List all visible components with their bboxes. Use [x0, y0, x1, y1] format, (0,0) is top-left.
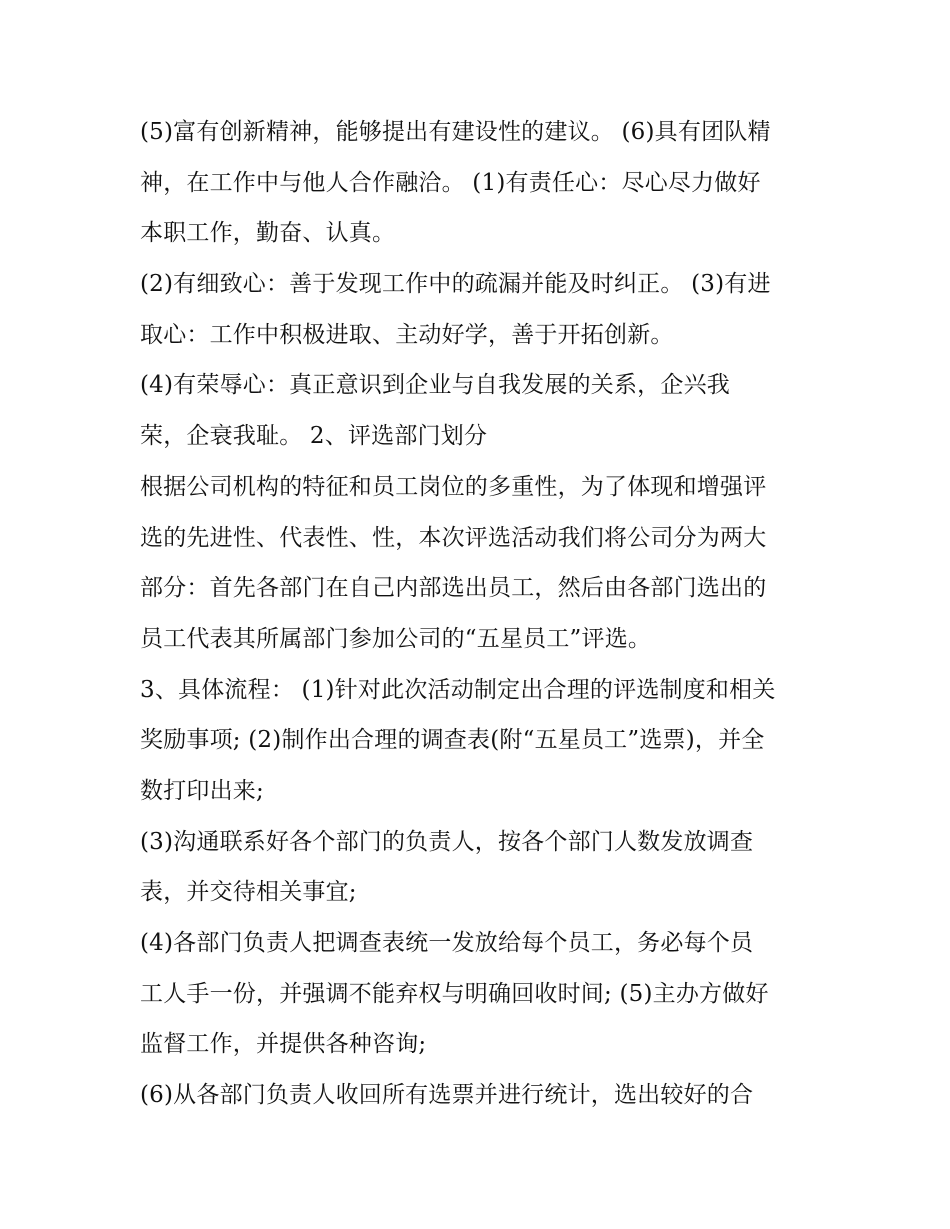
text-line: 表，并交待相关事宜;: [140, 879, 357, 906]
text-line: (4)各部门负责人把调查表统一发放给每个员工，务必每个员: [140, 930, 754, 956]
text-line: 监督工作，并提供各种咨询;: [140, 1031, 427, 1058]
text-line: (5)富有创新精神，能够提出有建设性的建议。 (6)具有团队精: [140, 119, 771, 145]
text-line: 数打印出来;: [140, 777, 264, 804]
text-line: 取心：工作中积极进取、主动好学，善于开拓创新。: [140, 321, 674, 348]
text-line: 荣，企衰我耻。 2、评选部门划分: [140, 423, 488, 450]
text-line: (3)沟通联系好各个部门的负责人，按各个部门人数发放调查: [140, 828, 754, 855]
text-line: 本职工作，勤奋、认真。: [140, 220, 396, 247]
text-line: 3、具体流程： (1)针对此次活动制定出合理的评选制度和相关: [140, 676, 776, 703]
text-line: 部分：首先各部门在自己内部选出员工，然后由各部门选出的: [140, 575, 767, 602]
text-line: (2)有细致心：善于发现工作中的疏漏并能及时纠正。 (3)有进: [140, 271, 771, 298]
text-line: (6)从各部门负责人收回所有选票并进行统计，选出较好的合: [140, 1082, 754, 1109]
text-line: 选的先进性、代表性、性，本次评选活动我们将公司分为两大: [140, 524, 767, 551]
text-line: 员工代表其所属部门参加公司的“五星员工”评选。: [140, 625, 652, 652]
document-body: [140, 107, 830, 1121]
text-line: 奖励事项; (2)制作出合理的调查表(附“五星员工”选票)，并全: [140, 727, 765, 754]
text-line: 工人手一份，并强调不能弃权与明确回收时间; (5)主办方做好: [140, 980, 769, 1007]
text-line: (4)有荣辱心：真正意识到企业与自我发展的关系，企兴我: [140, 372, 730, 399]
text-line: 神，在工作中与他人合作融洽。 (1)有责任心：尽心尽力做好: [140, 169, 761, 196]
text-line: 根据公司机构的特征和员工岗位的多重性，为了体现和增强评: [140, 473, 767, 500]
